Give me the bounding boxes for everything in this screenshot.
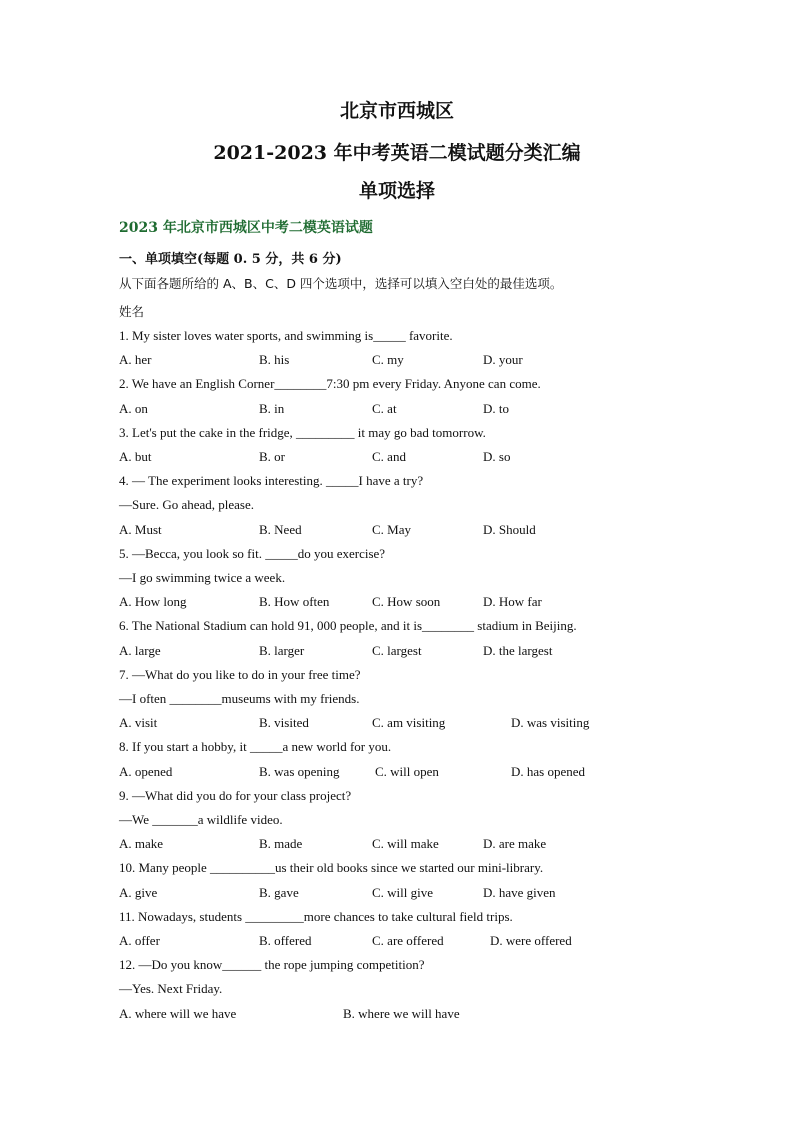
answer-option-b: B. visited xyxy=(259,715,309,731)
question-stem: 5. —Becca, you look so fit. _____do you exercise? xyxy=(119,545,386,561)
answer-option-d: D. the largest xyxy=(483,642,553,658)
answer-option-a: A. Must xyxy=(119,521,162,537)
answer-option-d: D. to xyxy=(483,400,509,416)
question-dialogue-line: —We _______a wildlife video. xyxy=(119,812,283,827)
answer-option-b: B. How often xyxy=(259,594,330,610)
option-row xyxy=(0,1006,794,1024)
exam-title: 2023 年北京市西城区中考二模英语试题 xyxy=(119,220,373,236)
answer-option-c: C. are offered xyxy=(372,933,444,948)
answer-option-c: C. will make xyxy=(372,836,439,852)
answer-option-c: C. am visiting xyxy=(372,715,446,731)
answer-option-a: A. large xyxy=(119,642,161,658)
answer-option-d: D. so xyxy=(483,449,511,464)
answer-option-b: B. gave xyxy=(259,884,299,900)
question-stem: 9. —What did you do for your class project? xyxy=(119,787,352,803)
answer-option-c: C. How soon xyxy=(372,594,441,610)
option-row xyxy=(0,764,794,782)
answer-option-d: D. How far xyxy=(483,594,542,610)
answer-option-d: D. have given xyxy=(483,884,556,900)
question-stem: 8. If you start a hobby, it _____a new world for you. xyxy=(119,739,392,755)
answer-option-c: C. will give xyxy=(372,884,434,900)
option-row xyxy=(0,836,794,854)
question-stem: 12. —Do you know______ the rope jumping competition? xyxy=(119,957,425,973)
answer-option-d: D. Should xyxy=(483,521,536,537)
answer-option-b: B. where we will have xyxy=(343,1005,460,1021)
answer-option-d: D. are make xyxy=(483,836,547,852)
doc-title-region: 北京市西城区 xyxy=(339,100,454,122)
question-stem: 4. — The experiment looks interesting. _____I have a try? xyxy=(119,473,424,489)
answer-option-c: C. my xyxy=(372,352,404,368)
option-row xyxy=(0,715,794,733)
question-stem: 3. Let's put the cake in the fridge, _________ it may go bad tomorrow. xyxy=(119,424,486,440)
answer-option-b: B. or xyxy=(259,449,285,464)
answer-option-b: B. offered xyxy=(259,933,312,948)
answer-option-d: D. were offered xyxy=(490,933,572,948)
question-dialogue-line: —Yes. Next Friday. xyxy=(119,981,223,997)
answer-option-a: A. How long xyxy=(119,594,187,610)
answer-option-b: B. Need xyxy=(259,521,302,537)
doc-title-topic: 单项选择 xyxy=(358,180,435,202)
question-stem: 2. We have an English Corner________7:30 pm every Friday. Anyone can come. xyxy=(119,376,541,392)
option-row xyxy=(0,885,794,903)
answer-option-b: B. in xyxy=(259,400,285,416)
answer-option-a: A. where will we have xyxy=(119,1005,237,1021)
answer-option-a: A. visit xyxy=(119,715,158,731)
option-row xyxy=(0,352,794,370)
name-label: 姓名 xyxy=(119,304,145,319)
option-row xyxy=(0,933,794,951)
option-row xyxy=(0,643,794,661)
answer-option-b: B. his xyxy=(259,352,290,368)
answer-option-a: A. but xyxy=(119,449,152,464)
answer-option-a: A. give xyxy=(119,884,158,900)
question-stem: 1. My sister loves water sports, and swimming is_____ favorite. xyxy=(119,328,453,343)
option-row xyxy=(0,449,794,467)
section-heading: 一、单项填空(每题 0. 5 分，共 6 分) xyxy=(119,252,342,267)
question-dialogue-line: —I go swimming twice a week. xyxy=(119,570,286,585)
answer-option-a: A. offer xyxy=(119,933,160,948)
doc-title-collection: 2021-2023 年中考英语二模试题分类汇编 xyxy=(213,142,581,164)
answer-option-b: B. was opening xyxy=(259,763,340,779)
answer-option-d: D. was visiting xyxy=(511,715,590,731)
question-stem: 7. —What do you like to do in your free time? xyxy=(119,666,361,682)
question-dialogue-line: —I often ________museums with my friends. xyxy=(119,691,360,706)
answer-option-c: C. and xyxy=(372,449,406,464)
answer-option-a: A. her xyxy=(119,352,152,368)
question-dialogue-line: —Sure. Go ahead, please. xyxy=(119,497,255,513)
answer-option-c: C. at xyxy=(372,400,397,416)
answer-option-c: C. largest xyxy=(372,642,422,658)
answer-option-b: B. made xyxy=(259,836,303,852)
answer-option-b: B. larger xyxy=(259,642,305,658)
question-stem: 11. Nowadays, students _________more chances to take cultural field trips. xyxy=(119,908,513,924)
answer-option-d: D. your xyxy=(483,352,523,368)
option-row xyxy=(0,522,794,540)
answer-option-a: A. opened xyxy=(119,763,173,779)
answer-option-a: A. make xyxy=(119,836,164,852)
answer-option-a: A. on xyxy=(119,400,148,416)
answer-option-c: C. May xyxy=(372,521,411,537)
section-instruction: 从下面各题所给的 A、B、C、D 四个选项中，选择可以填入空白处的最佳选项。 xyxy=(119,276,563,291)
answer-option-d: D. has opened xyxy=(511,763,586,779)
option-row xyxy=(0,401,794,419)
question-stem: 10. Many people __________us their old books since we started our mini-library. xyxy=(119,860,544,876)
option-row xyxy=(0,594,794,612)
answer-option-c: C. will open xyxy=(375,763,439,779)
question-stem: 6. The National Stadium can hold 91, 000 people, and it is________ stadium in Beijing. xyxy=(119,618,577,634)
